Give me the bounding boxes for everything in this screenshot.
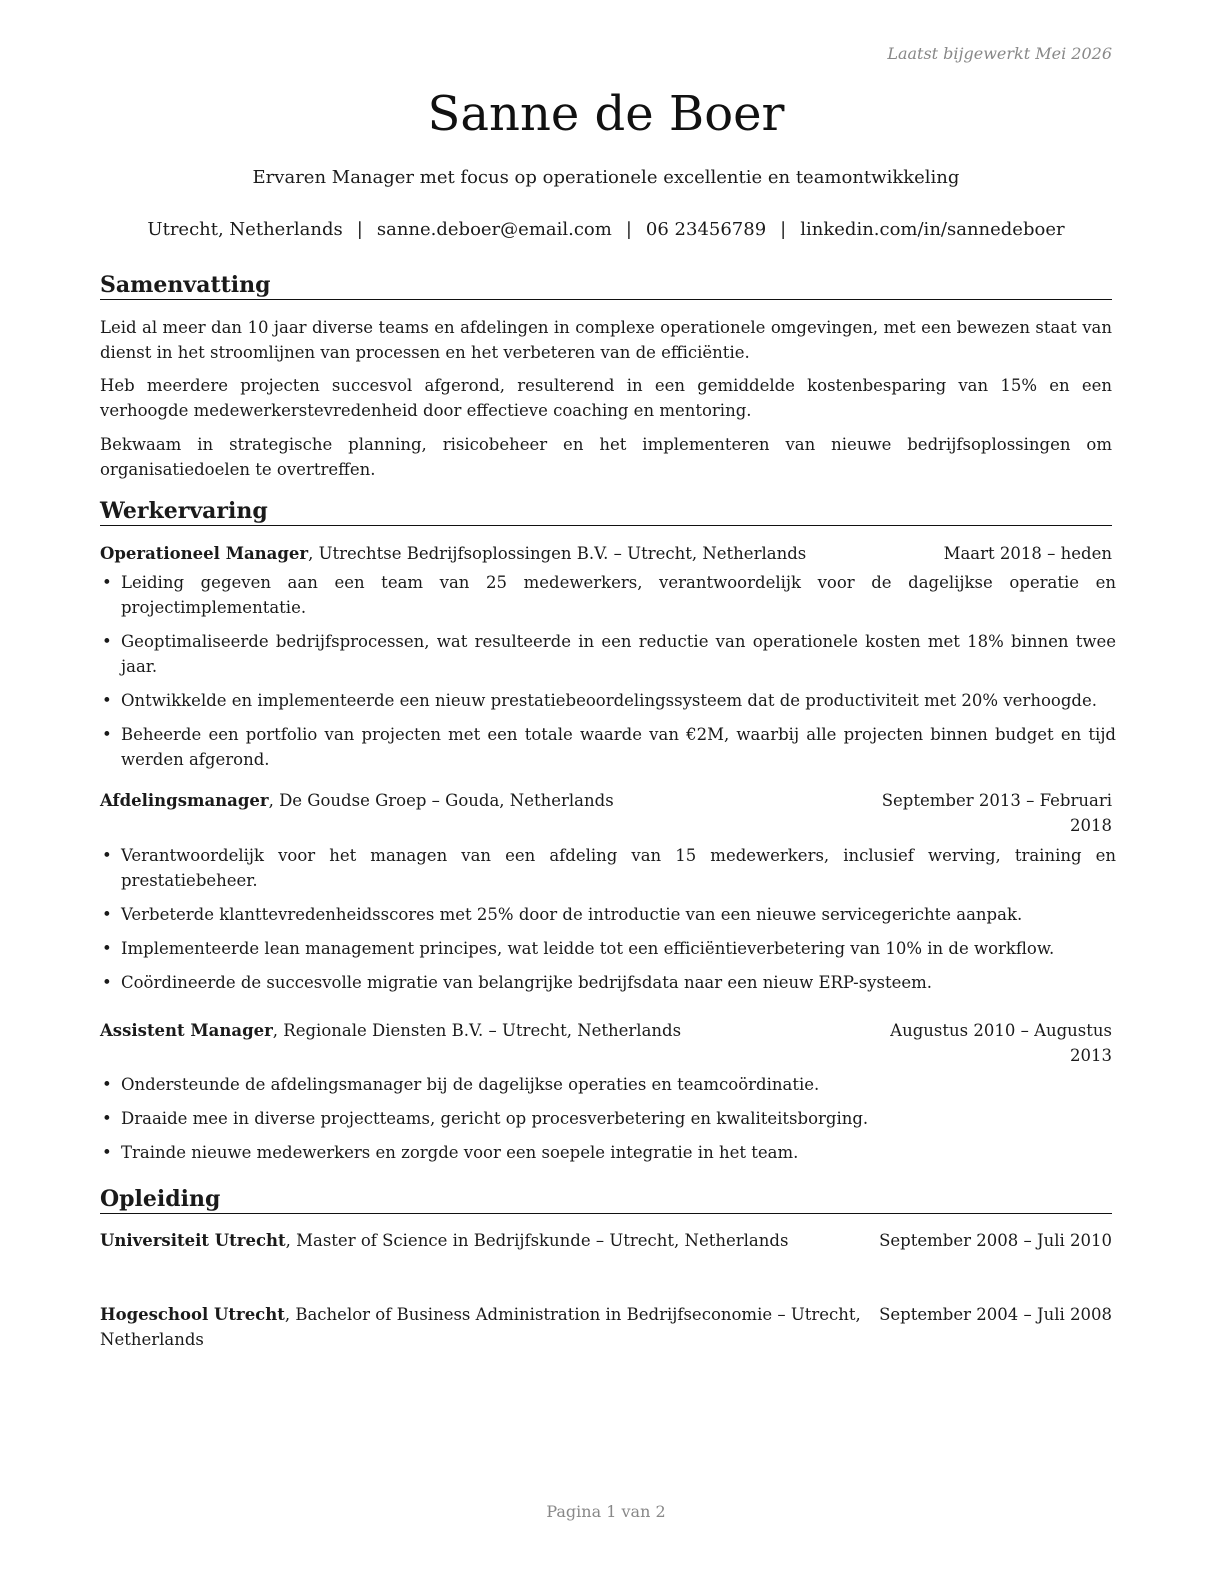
- last-updated-note: Laatst bijgewerkt Mei 2026: [887, 44, 1112, 63]
- bullet-icon: •: [102, 905, 112, 924]
- list-item: • Geoptimaliseerde bedrijfsprocessen, wat resulteerde in een reductie van operationele kosten met 18% binnen twee jaar.: [100, 629, 1116, 679]
- job-bullets: [100, 843, 1116, 1004]
- job-title-line: [100, 541, 806, 566]
- job-bullets: [100, 1072, 1116, 1174]
- candidate-tagline: Ervaren Manager met focus op operationele excellentie en teamontwikkeling: [252, 167, 960, 188]
- bullet-icon: •: [102, 725, 112, 744]
- job-role: Operationeel Manager: [100, 544, 309, 563]
- bullet-icon: •: [102, 1075, 112, 1094]
- list-item: • Ondersteunde de afdelingsmanager bij de dagelijkse operaties en teamcoördinatie.: [100, 1072, 1116, 1097]
- education-school: Hogeschool Utrecht: [100, 1305, 285, 1324]
- section-title-education: Opleiding: [100, 1186, 1112, 1214]
- contact-location: Utrecht, Netherlands: [147, 219, 343, 240]
- list-item: • Draaide mee in diverse projectteams, gericht op procesverbetering en kwaliteitsborging.: [100, 1106, 1116, 1131]
- list-item: • Verbeterde klanttevredenheidsscores met 25% door de introductie van een nieuwe servicegerichte aanpak.: [100, 902, 1116, 927]
- bullet-icon: •: [102, 632, 112, 651]
- summary-paragraph: Heb meerdere projecten succesvol afgerond, resulterend in een gemiddelde kostenbesparing van 15% en een verhoogde medewerkerstevredenheid door effectieve coaching en mentoring.: [100, 376, 1112, 420]
- job-title-line: [100, 788, 614, 813]
- job-org: , Regionale Diensten B.V. – Utrecht, Netherlands: [272, 1021, 682, 1040]
- job-role: Afdelingsmanager: [100, 791, 269, 810]
- education-school: Universiteit Utrecht: [100, 1231, 286, 1250]
- resume-page: [100, 0, 1116, 1584]
- education-dates: September 2008 – Juli 2010: [879, 1231, 1112, 1250]
- contact-separator: |: [356, 219, 363, 240]
- list-item: • Implementeerde lean management principes, wat leidde tot een efficiëntieverbetering van 10% in de workflow.: [100, 936, 1116, 961]
- list-item: • Trainde nieuwe medewerkers en zorgde voor een soepele integratie in het team.: [100, 1140, 1116, 1165]
- list-item: • Verantwoordelijk voor het managen van een afdeling van 15 medewerkers, inclusief werving, training en prestatiebeheer.: [100, 843, 1116, 893]
- job-org: , Utrechtse Bedrijfsoplossingen B.V. – Utrecht, Netherlands: [308, 544, 807, 563]
- bullet-icon: •: [102, 1109, 112, 1128]
- job-dates: Augustus 2010 – Augustus 2013: [890, 1021, 1112, 1065]
- list-item: • Ontwikkelde en implementeerde een nieuw prestatiebeoordelingssysteem dat de productiviteit met 20% verhoogde.: [100, 688, 1116, 713]
- education-detail: , Bachelor of Business Administration in Bedrijfseconomie – Utrecht, Netherlands: [100, 1305, 861, 1349]
- job-org: , De Goudse Groep – Gouda, Netherlands: [268, 791, 614, 810]
- contact-separator: |: [625, 219, 632, 240]
- education-line: [100, 1228, 870, 1253]
- section-title-summary: Samenvatting: [100, 272, 1112, 300]
- summary-paragraph: Leid al meer dan 10 jaar diverse teams en afdelingen in complexe operationele omgevingen, met een bewezen staat van dienst in het stroomlijnen van processen en het verbeteren van de efficiëntie.: [100, 318, 1112, 362]
- bullet-icon: •: [102, 973, 112, 992]
- contact-linkedin[interactable]: linkedin.com/in/sannedeboer: [800, 219, 1065, 240]
- bullet-icon: •: [102, 1143, 112, 1162]
- page-number: Pagina 1 van 2: [546, 1502, 666, 1521]
- summary-paragraph: Bekwaam in strategische planning, risicobeheer en het implementeren van nieuwe bedrijfsoplossingen om organisatiedoelen te overtreffen.: [100, 435, 1112, 479]
- education-line: [100, 1302, 875, 1352]
- list-item: • Leiding gegeven aan een team van 25 medewerkers, verantwoordelijk voor de dagelijkse operatie en projectimplementatie.: [100, 570, 1116, 620]
- bullet-icon: •: [102, 846, 112, 865]
- contact-line: [100, 219, 1112, 240]
- education-detail: , Master of Science in Bedrijfskunde – Utrecht, Netherlands: [285, 1231, 789, 1250]
- job-dates: September 2013 – Februari 2018: [881, 791, 1112, 835]
- contact-separator: |: [780, 219, 787, 240]
- list-item: • Beheerde een portfolio van projecten met een totale waarde van €2M, waarbij alle projecten binnen budget en tijd werden afgerond.: [100, 722, 1116, 772]
- job-dates: Maart 2018 – heden: [943, 544, 1112, 563]
- candidate-name: Sanne de Boer: [427, 86, 785, 142]
- contact-email[interactable]: sanne.deboer@email.com: [376, 219, 612, 240]
- education-dates: September 2004 – Juli 2008: [879, 1305, 1112, 1324]
- job-bullets: [100, 570, 1116, 781]
- section-title-experience: Werkervaring: [100, 498, 1112, 526]
- job-role: Assistent Manager: [100, 1021, 273, 1040]
- bullet-icon: •: [102, 573, 112, 592]
- job-title-line: [100, 1018, 681, 1043]
- bullet-icon: •: [102, 691, 112, 710]
- contact-phone: 06 23456789: [645, 219, 767, 240]
- bullet-icon: •: [102, 939, 112, 958]
- list-item: • Coördineerde de succesvolle migratie van belangrijke bedrijfsdata naar een nieuw ERP-systeem.: [100, 970, 1116, 995]
